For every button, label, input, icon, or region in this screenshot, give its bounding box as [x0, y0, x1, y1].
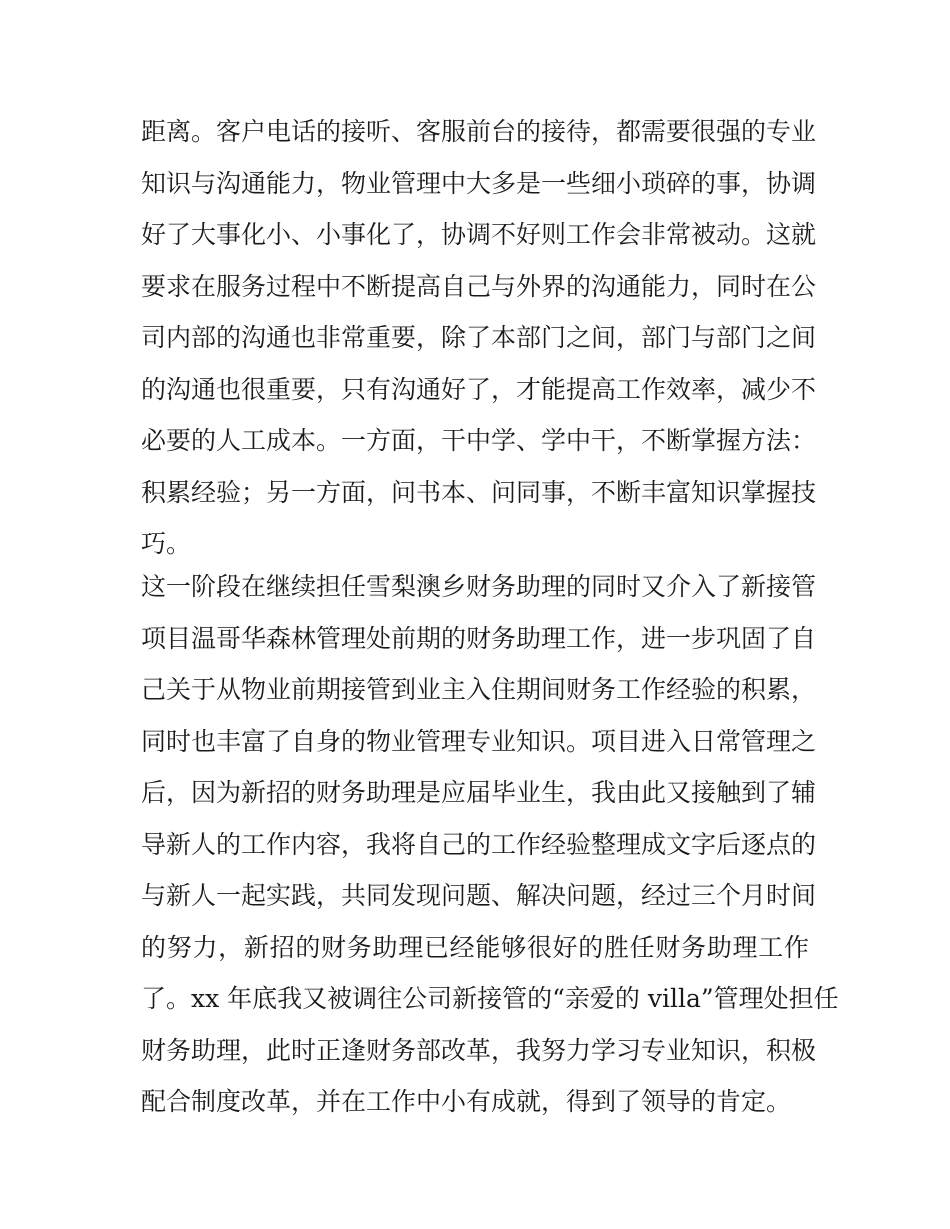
text-line: 项目温哥华森林管理处前期的财务助理工作，进一步巩固了自 [141, 623, 817, 653]
text-line: 距离。客户电话的接听、客服前台的接待，都需要很强的专业 [141, 117, 817, 146]
text-line: 司内部的沟通也非常重要，除了本部门之间，部门与部门之间 [141, 323, 817, 352]
text-line: 必要的人工成本。一方面，干中学、学中干，不断掌握方法： [141, 426, 817, 455]
text-line: 财务助理，此时正逢财务部改革，我努力学习专业知识，积极 [141, 1035, 817, 1065]
text-line: 后，因为新招的财务助理是应届毕业生，我由此又接触到了辅 [141, 778, 817, 807]
text-line: 积累经验；另一方面，问书本、问同事，不断丰富知识掌握技 [141, 477, 817, 507]
paragraph-1 [141, 106, 817, 570]
text-line: 己关于从物业前期接管到业主入住期间财务工作经验的积累， [141, 675, 817, 704]
text-line: 知识与沟通能力，物业管理中大多是一些细小琐碎的事，协调 [141, 168, 817, 198]
text-line: 导新人的工作内容，我将自己的工作经验整理成文字后逐点的 [141, 829, 817, 859]
text-line: 了。xx 年底我又被调往公司新接管的“亲爱的 villa”管理处担任 [141, 984, 839, 1013]
text-line: 同时也丰富了自身的物业管理专业知识。项目进入日常管理之 [141, 726, 817, 756]
text-line: 巧。 [141, 529, 192, 558]
text-line: 的努力，新招的财务助理已经能够很好的胜任财务助理工作 [141, 932, 809, 962]
text-line: 要求在服务过程中不断提高自己与外界的沟通能力，同时在公 [141, 271, 817, 301]
paragraph-2 [141, 561, 839, 1128]
text-line: 这一阶段在继续担任雪梨澳乡财务助理的同时又介入了新接管 [141, 572, 817, 601]
text-line: 的沟通也很重要，只有沟通好了，才能提高工作效率，减少不 [141, 374, 817, 404]
text-line: 好了大事化小、小事化了，协调不好则工作会非常被动。这就 [141, 220, 817, 249]
text-line: 与新人一起实践，共同发现问题、解决问题，经过三个月时间 [141, 881, 817, 910]
text-line: 配合制度改革，并在工作中小有成就，得到了领导的肯定。 [141, 1087, 792, 1116]
